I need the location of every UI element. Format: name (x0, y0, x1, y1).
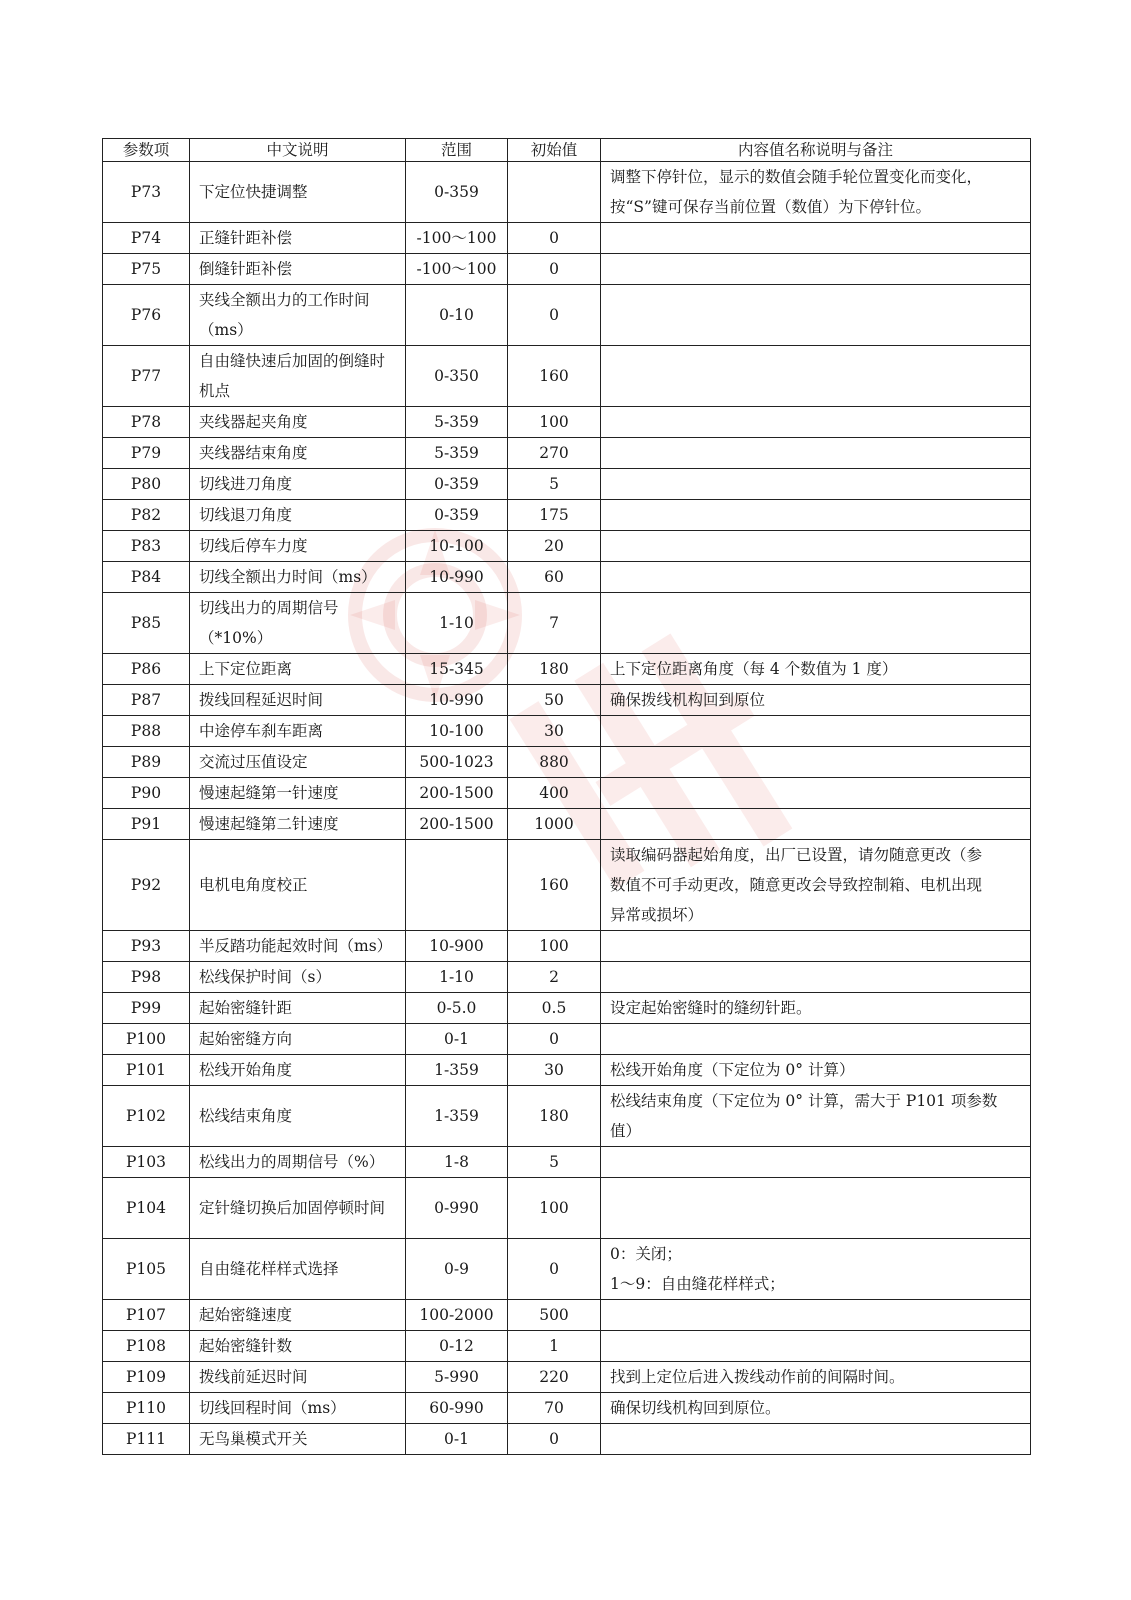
table-row (103, 500, 1031, 531)
param-code: P77 (103, 346, 190, 407)
table-row (103, 1086, 1031, 1147)
param-range: 100-2000 (406, 1300, 508, 1331)
table-row (103, 962, 1031, 993)
param-note (601, 1424, 1031, 1455)
table-body (103, 162, 1031, 1455)
param-description: 慢速起缝第一针速度 (190, 778, 406, 809)
param-range: 0-350 (406, 346, 508, 407)
param-code: P100 (103, 1024, 190, 1055)
table-row (103, 1424, 1031, 1455)
param-code: P88 (103, 716, 190, 747)
param-initial-value: 30 (508, 1055, 601, 1086)
param-range: 0-359 (406, 469, 508, 500)
param-note (601, 1393, 1031, 1424)
param-code: P78 (103, 407, 190, 438)
param-note-line: 按“S”键可保存当前位置（数值）为下停针位。 (610, 198, 931, 216)
param-range: 0-359 (406, 500, 508, 531)
param-code: P101 (103, 1055, 190, 1086)
param-note (601, 931, 1031, 962)
param-initial-value: 160 (508, 346, 601, 407)
param-note-line: 1～9：自由缝花样样式； (610, 1275, 785, 1293)
param-initial-value: 70 (508, 1393, 601, 1424)
param-note (601, 407, 1031, 438)
param-initial-value: 400 (508, 778, 601, 809)
param-range: 0-990 (406, 1178, 508, 1239)
param-initial-value: 1 (508, 1331, 601, 1362)
table-row (103, 1331, 1031, 1362)
param-description: 切线回程时间（ms） (190, 1393, 406, 1424)
table-row (103, 285, 1031, 346)
param-range: 0-10 (406, 285, 508, 346)
param-code: P84 (103, 562, 190, 593)
param-initial-value: 5 (508, 1147, 601, 1178)
param-range: 1-8 (406, 1147, 508, 1178)
param-code: P93 (103, 931, 190, 962)
param-range: 200-1500 (406, 778, 508, 809)
param-note-line: 松线开始角度（下定位为 0° 计算） (610, 1061, 855, 1079)
param-description: 切线全额出力时间（ms） (190, 562, 406, 593)
param-description: 切线后停车力度 (190, 531, 406, 562)
table-row (103, 562, 1031, 593)
param-note (601, 993, 1031, 1024)
param-range: 1-10 (406, 593, 508, 654)
param-initial-value: 100 (508, 1178, 601, 1239)
param-range: 0-12 (406, 1331, 508, 1362)
param-initial-value: 0 (508, 1239, 601, 1300)
param-range: 10-990 (406, 562, 508, 593)
param-initial-value: 20 (508, 531, 601, 562)
param-code: P87 (103, 685, 190, 716)
param-note-line: 确保切线机构回到原位。 (610, 1399, 781, 1417)
param-initial-value: 0 (508, 223, 601, 254)
param-range: -100～100 (406, 254, 508, 285)
param-note (601, 346, 1031, 407)
param-range (406, 840, 508, 931)
param-description: 切线进刀角度 (190, 469, 406, 500)
param-description: 切线退刀角度 (190, 500, 406, 531)
param-code: P109 (103, 1362, 190, 1393)
param-note (601, 809, 1031, 840)
param-initial-value: 100 (508, 931, 601, 962)
table-row (103, 778, 1031, 809)
param-note (601, 716, 1031, 747)
param-initial-value: 220 (508, 1362, 601, 1393)
table-row (103, 223, 1031, 254)
param-note-line: 调整下停针位，显示的数值会随手轮位置变化而变化， (610, 168, 983, 186)
table-row (103, 1393, 1031, 1424)
table-row (103, 716, 1031, 747)
param-range: 0-1 (406, 1024, 508, 1055)
param-note (601, 531, 1031, 562)
param-range: 0-359 (406, 162, 508, 223)
param-note (601, 162, 1031, 223)
param-code: P99 (103, 993, 190, 1024)
table-row (103, 1055, 1031, 1086)
param-description: 起始密缝针距 (190, 993, 406, 1024)
param-code: P111 (103, 1424, 190, 1455)
param-initial-value: 60 (508, 562, 601, 593)
param-initial-value: 1000 (508, 809, 601, 840)
param-note (601, 469, 1031, 500)
param-range: 1-10 (406, 962, 508, 993)
param-code: P85 (103, 593, 190, 654)
table-row (103, 469, 1031, 500)
table-row (103, 685, 1031, 716)
table-row (103, 809, 1031, 840)
param-description: 拨线前延迟时间 (190, 1362, 406, 1393)
param-description: 松线开始角度 (190, 1055, 406, 1086)
param-initial-value: 160 (508, 840, 601, 931)
param-note-line: 松线结束角度（下定位为 0° 计算，需大于 P101 项参数 (610, 1092, 998, 1110)
table-row (103, 254, 1031, 285)
param-description: 无鸟巢模式开关 (190, 1424, 406, 1455)
table-row (103, 654, 1031, 685)
table-row (103, 1024, 1031, 1055)
param-code: P74 (103, 223, 190, 254)
param-note (601, 254, 1031, 285)
param-description: 切线出力的周期信号（*10%） (190, 593, 406, 654)
param-description: 定针缝切换后加固停顿时间 (190, 1178, 406, 1239)
param-range: 5-359 (406, 438, 508, 469)
param-code: P79 (103, 438, 190, 469)
param-note (601, 593, 1031, 654)
param-code: P83 (103, 531, 190, 562)
param-note (601, 1300, 1031, 1331)
table-row (103, 1300, 1031, 1331)
param-note (601, 1362, 1031, 1393)
param-description: 慢速起缝第二针速度 (190, 809, 406, 840)
param-range: 0-1 (406, 1424, 508, 1455)
param-code: P91 (103, 809, 190, 840)
param-code: P82 (103, 500, 190, 531)
header-range: 范围 (406, 139, 508, 162)
param-note (601, 285, 1031, 346)
param-description: 正缝针距补偿 (190, 223, 406, 254)
param-code: P92 (103, 840, 190, 931)
param-description: 松线出力的周期信号（%） (190, 1147, 406, 1178)
param-note (601, 562, 1031, 593)
param-note (601, 747, 1031, 778)
parameter-table (102, 138, 1031, 1455)
table-row (103, 593, 1031, 654)
table-row (103, 1147, 1031, 1178)
param-description: 半反踏功能起效时间（ms） (190, 931, 406, 962)
param-initial-value: 30 (508, 716, 601, 747)
param-range: 200-1500 (406, 809, 508, 840)
param-range: 10-100 (406, 531, 508, 562)
param-code: P110 (103, 1393, 190, 1424)
param-range: 10-990 (406, 685, 508, 716)
param-range: 0-9 (406, 1239, 508, 1300)
param-range: 5-359 (406, 407, 508, 438)
header-code: 参数项 (103, 139, 190, 162)
param-note-line: 设定起始密缝时的缝纫针距。 (610, 999, 812, 1017)
param-code: P89 (103, 747, 190, 778)
param-range: 0-5.0 (406, 993, 508, 1024)
param-initial-value: 0 (508, 254, 601, 285)
param-range: 10-100 (406, 716, 508, 747)
param-initial-value: 500 (508, 1300, 601, 1331)
param-range: 10-900 (406, 931, 508, 962)
param-description: 拨线回程延迟时间 (190, 685, 406, 716)
param-code: P103 (103, 1147, 190, 1178)
table-row (103, 747, 1031, 778)
param-range: 60-990 (406, 1393, 508, 1424)
param-description: 起始密缝方向 (190, 1024, 406, 1055)
param-code: P80 (103, 469, 190, 500)
param-description: 中途停车刹车距离 (190, 716, 406, 747)
table-row (103, 162, 1031, 223)
table-header-row (103, 139, 1031, 162)
header-description: 中文说明 (190, 139, 406, 162)
param-note (601, 962, 1031, 993)
param-note-line: 找到上定位后进入拨线动作前的间隔时间。 (610, 1368, 905, 1386)
param-note (601, 1147, 1031, 1178)
param-note (601, 1178, 1031, 1239)
param-range: 500-1023 (406, 747, 508, 778)
table-row (103, 407, 1031, 438)
param-note (601, 654, 1031, 685)
param-description: 电机电角度校正 (190, 840, 406, 931)
param-description: 起始密缝速度 (190, 1300, 406, 1331)
table-row (103, 531, 1031, 562)
param-initial-value: 180 (508, 654, 601, 685)
param-code: P98 (103, 962, 190, 993)
table-row (103, 1178, 1031, 1239)
param-note (601, 1239, 1031, 1300)
param-range: 5-990 (406, 1362, 508, 1393)
table-row (103, 993, 1031, 1024)
param-code: P86 (103, 654, 190, 685)
param-initial-value: 180 (508, 1086, 601, 1147)
param-initial-value: 2 (508, 962, 601, 993)
param-description: 松线保护时间（s） (190, 962, 406, 993)
param-code: P104 (103, 1178, 190, 1239)
param-initial-value: 50 (508, 685, 601, 716)
param-range: 1-359 (406, 1055, 508, 1086)
param-description: 交流过压值设定 (190, 747, 406, 778)
param-range: 15-345 (406, 654, 508, 685)
param-description: 自由缝花样样式选择 (190, 1239, 406, 1300)
param-initial-value: 880 (508, 747, 601, 778)
param-code: P90 (103, 778, 190, 809)
table-row (103, 346, 1031, 407)
param-description: 起始密缝针数 (190, 1331, 406, 1362)
table-row (103, 1239, 1031, 1300)
param-code: P73 (103, 162, 190, 223)
param-description: 夹线器起夹角度 (190, 407, 406, 438)
param-description: 倒缝针距补偿 (190, 254, 406, 285)
param-note (601, 778, 1031, 809)
table-row (103, 438, 1031, 469)
param-initial-value: 0.5 (508, 993, 601, 1024)
param-code: P105 (103, 1239, 190, 1300)
param-code: P108 (103, 1331, 190, 1362)
param-code: P76 (103, 285, 190, 346)
param-description: 夹线器结束角度 (190, 438, 406, 469)
table-row (103, 840, 1031, 931)
param-note (601, 500, 1031, 531)
param-description: 夹线全额出力的工作时间（ms） (190, 285, 406, 346)
param-note-line: 值） (610, 1122, 642, 1140)
param-initial-value: 0 (508, 1024, 601, 1055)
param-initial-value: 100 (508, 407, 601, 438)
param-note (601, 1086, 1031, 1147)
param-note-line: 确保拨线机构回到原位 (610, 691, 766, 709)
param-range: -100～100 (406, 223, 508, 254)
param-description: 自由缝快速后加固的倒缝时机点 (190, 346, 406, 407)
param-note-line: 异常或损坏） (610, 906, 704, 924)
param-note (601, 223, 1031, 254)
param-initial-value: 5 (508, 469, 601, 500)
param-note (601, 1055, 1031, 1086)
param-initial-value (508, 162, 601, 223)
param-description: 上下定位距离 (190, 654, 406, 685)
param-note-line: 上下定位距离角度（每 4 个数值为 1 度） (610, 660, 898, 678)
param-note (601, 1331, 1031, 1362)
param-note (601, 438, 1031, 469)
param-code: P107 (103, 1300, 190, 1331)
param-initial-value: 7 (508, 593, 601, 654)
header-notes: 内容值名称说明与备注 (601, 139, 1031, 162)
table-row (103, 931, 1031, 962)
param-description: 下定位快捷调整 (190, 162, 406, 223)
param-note (601, 685, 1031, 716)
param-note-line: 数值不可手动更改，随意更改会导致控制箱、电机出现 (610, 876, 983, 894)
param-note-line: 0：关闭； (610, 1245, 682, 1263)
table-row (103, 1362, 1031, 1393)
param-note (601, 840, 1031, 931)
header-initial-value: 初始值 (508, 139, 601, 162)
param-initial-value: 270 (508, 438, 601, 469)
param-initial-value: 0 (508, 285, 601, 346)
param-note (601, 1024, 1031, 1055)
param-code: P102 (103, 1086, 190, 1147)
param-code: P75 (103, 254, 190, 285)
param-initial-value: 175 (508, 500, 601, 531)
param-note-line: 读取编码器起始角度，出厂已设置，请勿随意更改（参 (610, 846, 983, 864)
param-initial-value: 0 (508, 1424, 601, 1455)
param-range: 1-359 (406, 1086, 508, 1147)
param-description: 松线结束角度 (190, 1086, 406, 1147)
